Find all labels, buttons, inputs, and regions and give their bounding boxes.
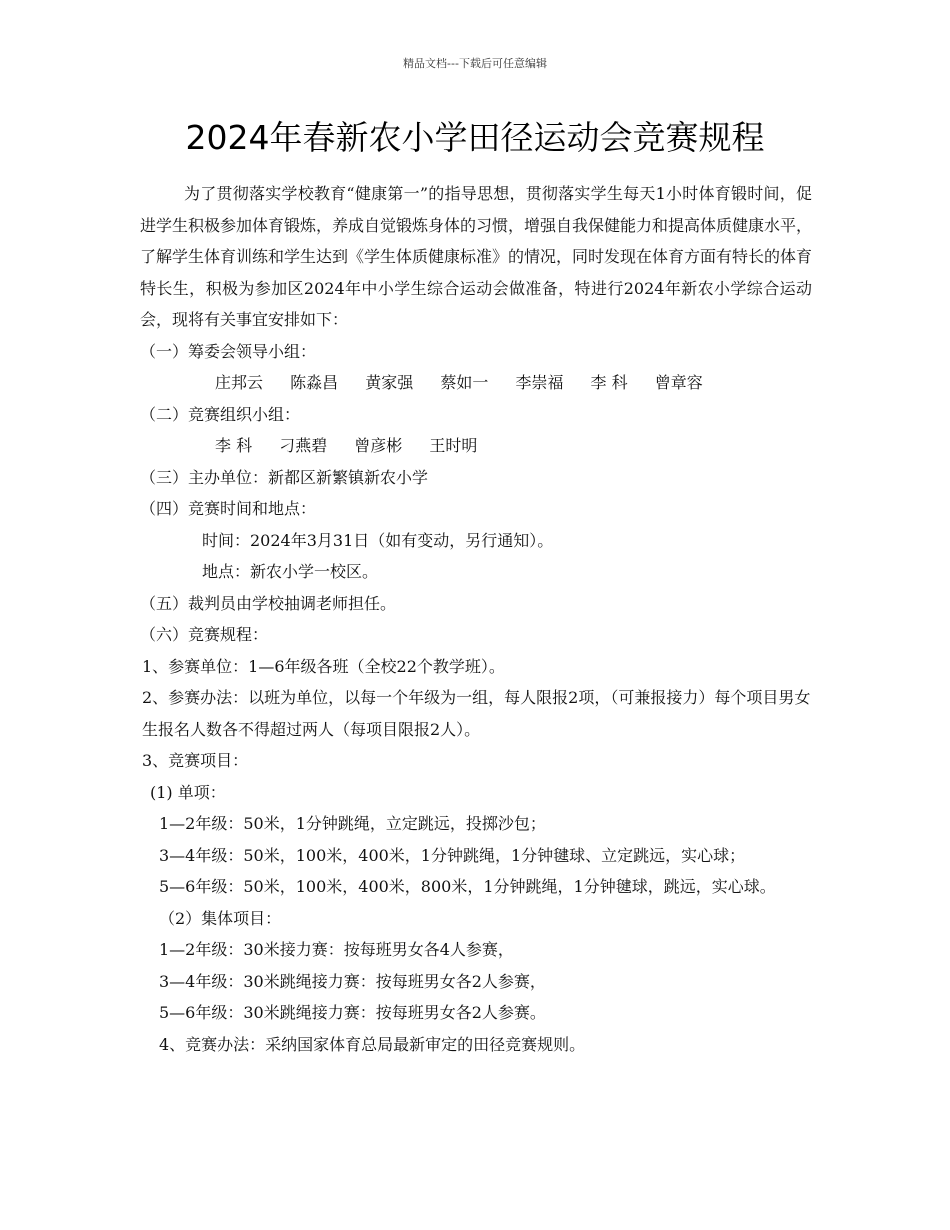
rule-2: 2、参赛办法：以班为单位，以每一个年级为一组，每人限报2项，（可兼报接力）每个项目男女生报名人数各不得超过两人（每项目限报2人）。 bbox=[142, 688, 811, 739]
section-4-place: 地点：新农小学一校区。 bbox=[202, 562, 379, 581]
name: 曾章容 bbox=[654, 373, 703, 392]
group-events-heading: （2）集体项目： bbox=[159, 908, 282, 928]
name: 刁燕碧 bbox=[279, 436, 328, 455]
section-4-time: 时间：2024年3月31日（如有变动，另行通知）。 bbox=[202, 530, 554, 550]
single-events-grade-3-4: 3—4年级：50米，100米，400米，1分钟跳绳，1分钟毽球、立定跳远，实心球； bbox=[159, 845, 746, 865]
section-1-names bbox=[140, 367, 812, 399]
document-title: 2024年春新农小学田径运动会竞赛规程 bbox=[185, 118, 765, 157]
single-events-grade-1-2: 1—2年级：50米，1分钟跳绳，立定跳远，投掷沙包； bbox=[159, 814, 546, 833]
name: 李 科 bbox=[590, 373, 628, 392]
single-events-heading: (1) 单项： bbox=[150, 782, 226, 802]
section-3-line: （三）主办单位：新都区新繁镇新农小学 bbox=[140, 467, 429, 487]
name: 陈淼昌 bbox=[290, 373, 339, 392]
name: 王时明 bbox=[429, 436, 478, 455]
intro-paragraph: 为了贯彻落实学校教育“健康第一”的指导思想，贯彻落实学生每天1小时体育锻时间，促进学生积极参加体育锻炼，养成自觉锻炼身体的习惯，增强自我保健能力和提高体质健康水平，了解学生体育训练和学生达到《学生体质健康标准》的情况，同时发现在体育方面有特长的体育特长生，积极为参加区2024年中小学生综合运动会做准备，特进行2024年新农小学综合运动会，现将有关事宜安排如下： bbox=[140, 184, 813, 329]
page-header: 精品文档---下载后可任意编辑 bbox=[403, 57, 547, 70]
section-6-heading: （六）竞赛规程： bbox=[140, 625, 269, 644]
section-2-names bbox=[140, 430, 812, 462]
name: 李 科 bbox=[215, 436, 253, 455]
single-events-grade-5-6: 5—6年级：50米，100米，400米，800米，1分钟跳绳，1分钟毽球，跳远，实心球。 bbox=[159, 877, 776, 896]
group-events-grade-5-6: 5—6年级：30米跳绳接力赛：按每班男女各2人参赛。 bbox=[159, 1003, 546, 1022]
name: 庄邦云 bbox=[215, 373, 264, 392]
section-1-heading: （一）筹委会领导小组： bbox=[140, 341, 317, 361]
rule-1: 1、参赛单位：1—6年级各班（全校22个教学班）。 bbox=[142, 656, 505, 676]
name: 蔡如一 bbox=[440, 373, 489, 392]
name: 李崇福 bbox=[515, 373, 564, 392]
section-4-heading: （四）竞赛时间和地点： bbox=[140, 499, 317, 518]
name: 黄家强 bbox=[365, 373, 414, 392]
document-body bbox=[140, 178, 812, 1060]
group-events-grade-3-4: 3—4年级：30米跳绳接力赛：按每班男女各2人参赛， bbox=[159, 971, 546, 991]
group-events-grade-1-2: 1—2年级：30米接力赛：按每班男女各4人参赛， bbox=[159, 940, 514, 959]
section-2-heading: （二）竞赛组织小组： bbox=[140, 404, 301, 424]
name: 曾彦彬 bbox=[354, 436, 403, 455]
rule-3: 3、竞赛项目： bbox=[142, 751, 249, 770]
rule-4: 4、竞赛办法：采纳国家体育总局最新审定的田径竞赛规则。 bbox=[159, 1034, 586, 1054]
section-5-line: （五）裁判员由学校抽调老师担任。 bbox=[140, 593, 397, 613]
